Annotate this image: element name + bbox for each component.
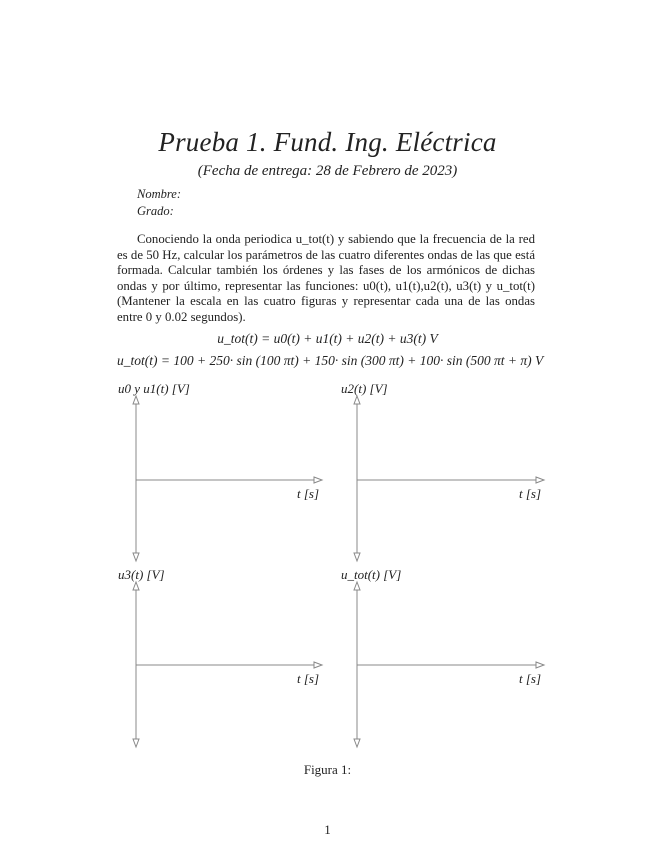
x-axis-arrow — [314, 477, 322, 483]
y-axis-label: u2(t) [V] — [341, 381, 388, 396]
equation-sum: u_tot(t) = u0(t) + u1(t) + u2(t) + u3(t) V — [217, 331, 438, 346]
page-title: Prueba 1. Fund. Ing. Eléctrica — [158, 127, 497, 157]
plot-u0-u1 — [118, 381, 322, 561]
y-axis-arrow-up — [133, 396, 139, 404]
y-axis-arrow-down — [133, 739, 139, 747]
y-axis-arrow-down — [354, 553, 360, 561]
equation-expansion: u_tot(t) = 100 + 250· sin (100 πt) + 150· sin (300 πt) + 100· sin (500 πt + π) V — [117, 353, 544, 368]
x-axis-label: t [s] — [297, 671, 320, 686]
page-number: 1 — [324, 822, 331, 837]
figure-caption: Figura 1: — [303, 762, 352, 777]
x-axis-arrow — [536, 477, 544, 483]
y-axis-arrow-down — [133, 553, 139, 561]
y-axis-arrow-up — [354, 582, 360, 590]
y-axis-arrow-down — [354, 739, 360, 747]
x-axis-arrow — [314, 662, 322, 668]
grade-field: Grado: — [137, 204, 174, 218]
x-axis-arrow — [536, 662, 544, 668]
submission-date: (Fecha de entrega: 28 de Febrero de 2023) — [197, 163, 458, 179]
y-axis-arrow-up — [354, 396, 360, 404]
x-axis-label: t [s] — [297, 486, 320, 501]
problem-statement: Conociendo la onda periodica u_tot(t) y sabiendo que la frecuencia de la red es de 50 Hz, calcular los parámetros de las cuatro diferentes ondas de las que está formada. Calcular también los órdenes y las fases de los armónicos de dichas ondas y por último, representar las funciones: u0(t), u1(t),u2(t), u3(t) y u_tot(t) (Mantener la escala en las cuatro figuras y representar cada una de las ondas entre 0 y 0.02 segundos). — [117, 232, 535, 324]
plot-u2 — [341, 381, 544, 561]
plot-u3 — [118, 567, 322, 747]
name-field: Nombre: — [137, 187, 181, 201]
y-axis-label: u0 y u1(t) [V] — [118, 381, 190, 396]
y-axis-label: u3(t) [V] — [118, 567, 165, 582]
x-axis-label: t [s] — [519, 486, 542, 501]
x-axis-label: t [s] — [519, 671, 542, 686]
y-axis-arrow-up — [133, 582, 139, 590]
y-axis-label: u_tot(t) [V] — [341, 567, 402, 582]
plot-utot — [341, 567, 544, 747]
